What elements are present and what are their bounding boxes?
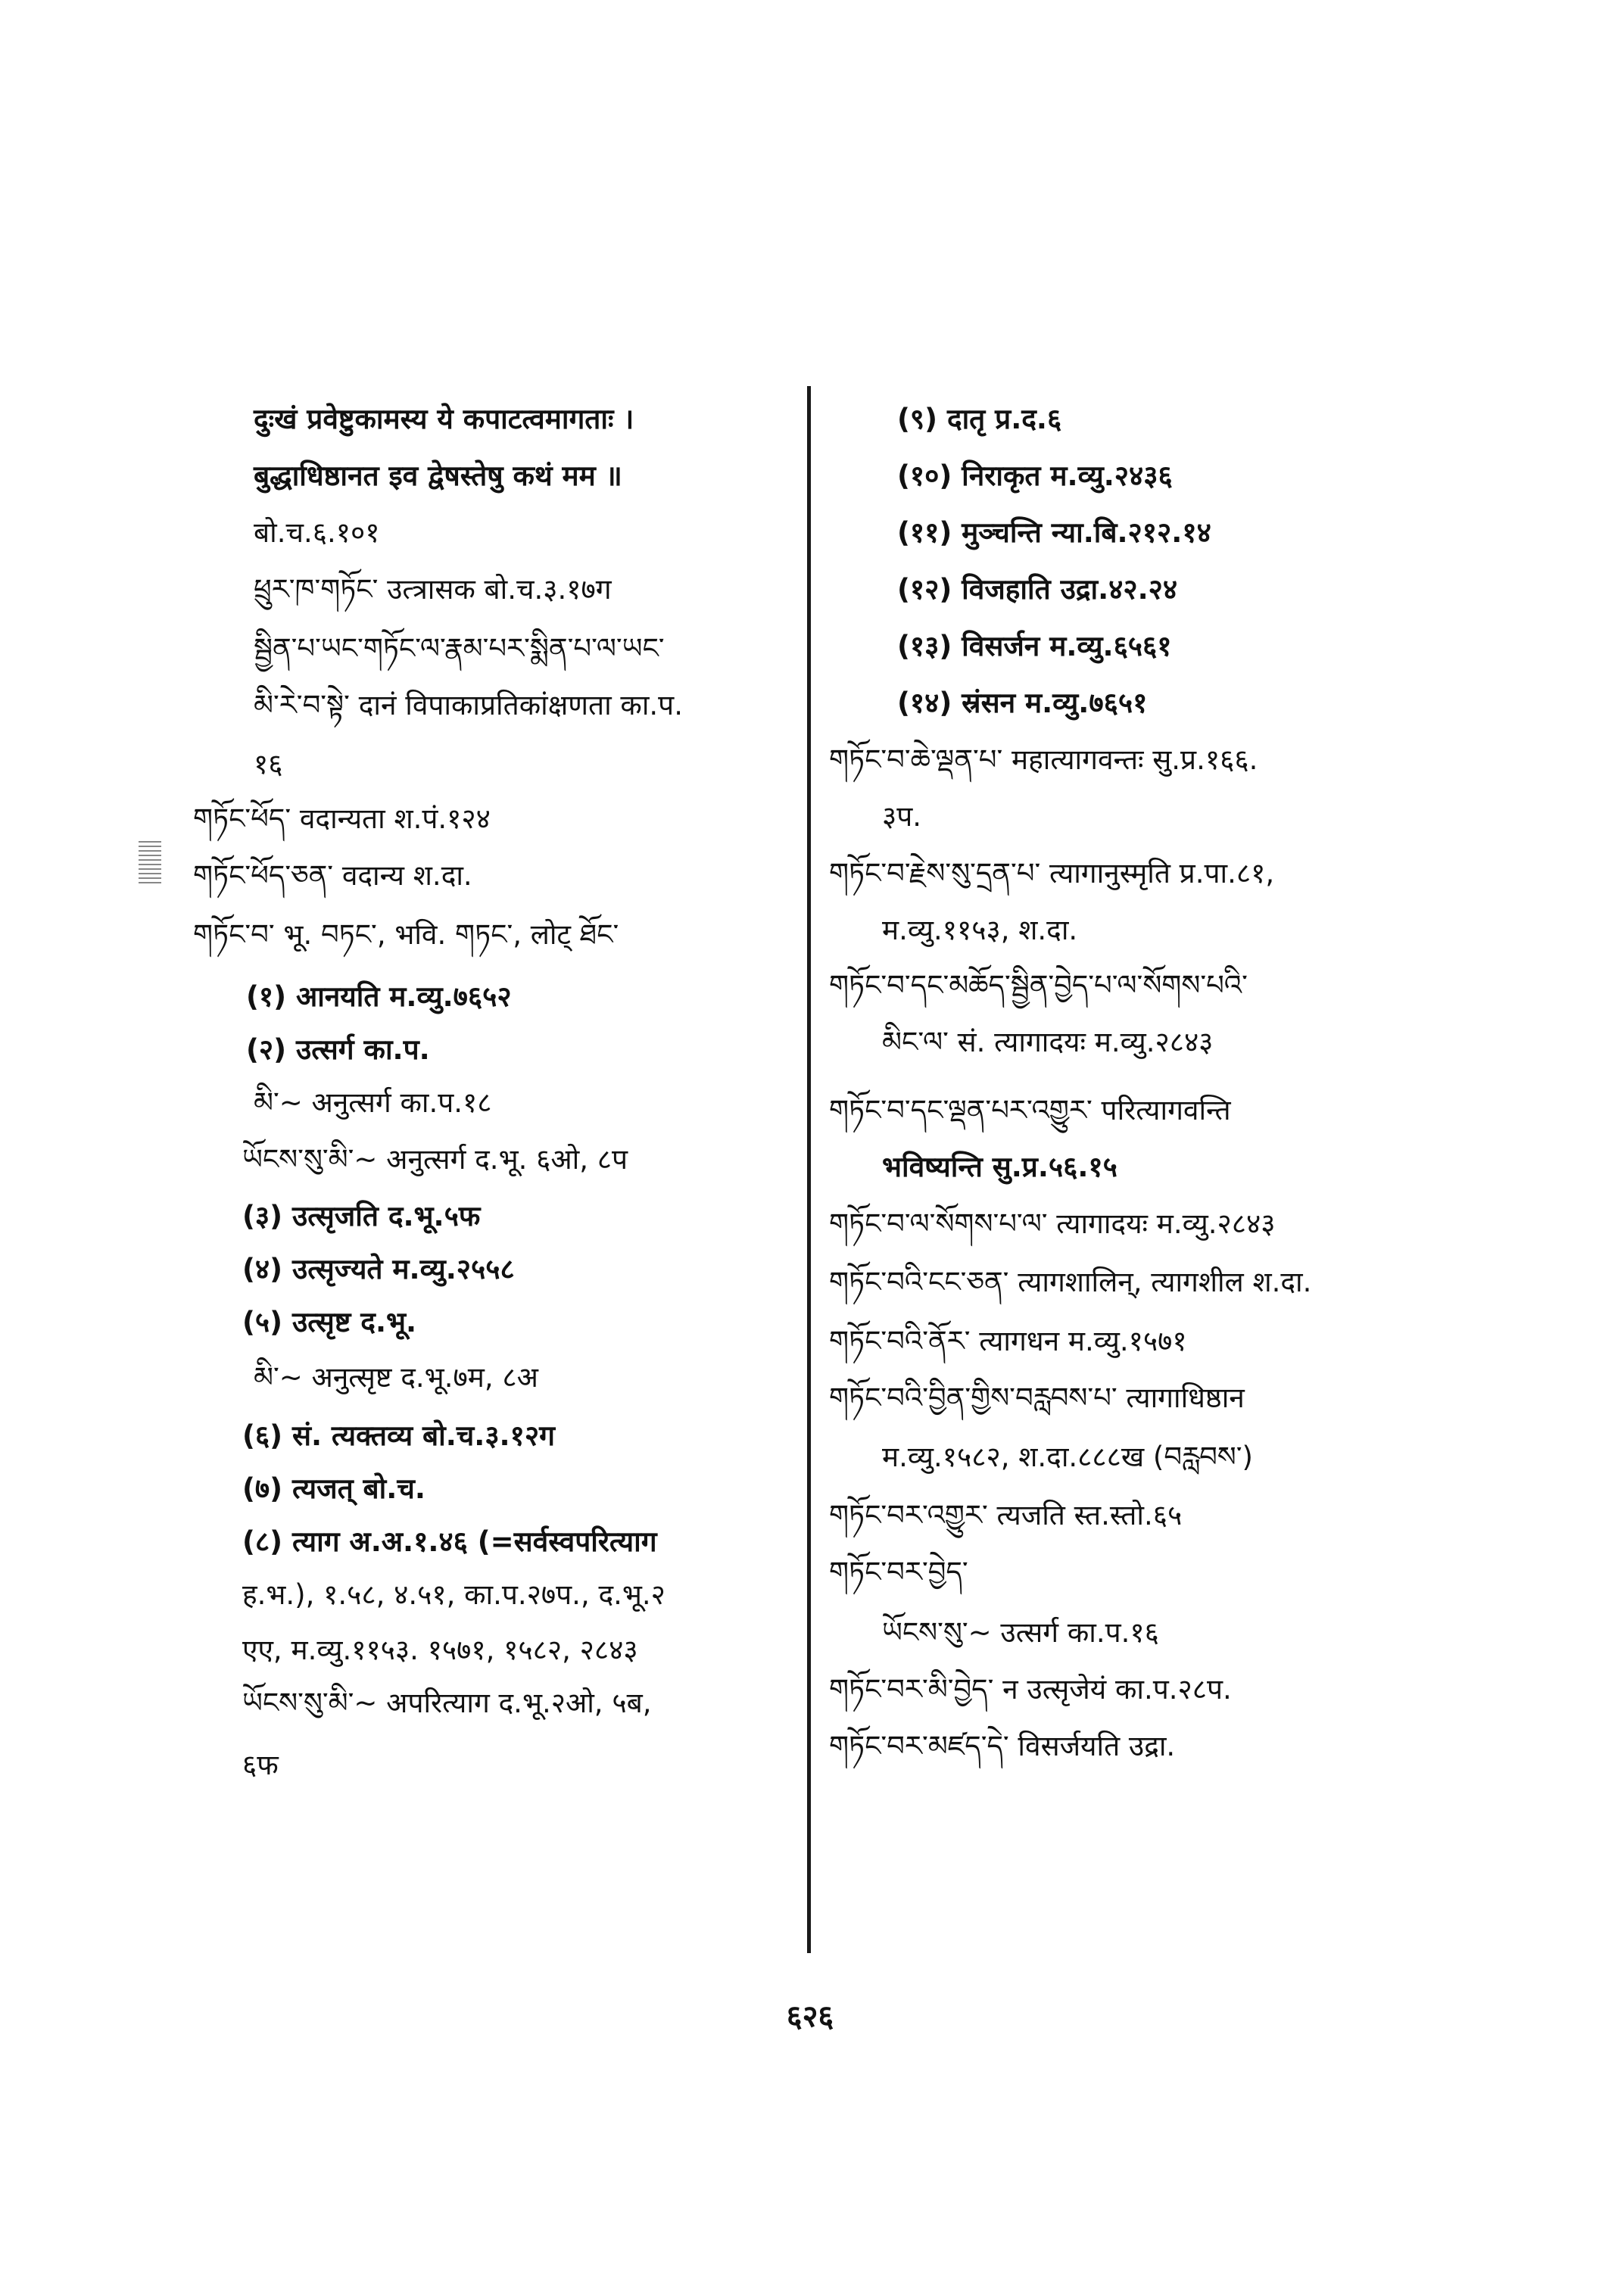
headword-line: གཏོང་བའི་བྱིན་གྱིས་བརླབས་པ་ त्यागाधिष्ठान	[829, 1382, 1245, 1414]
sense-line: (४) उत्सृज्यते म.व्यु.२५५८	[242, 1253, 515, 1285]
sense-line: एए, म.व्यु.११५३. १५७१, १५८२, २८४३	[242, 1634, 638, 1666]
sense-line: (७) त्यजत् बो.च.	[242, 1472, 425, 1505]
sense-line: (२) उत्सर्ग का.प.	[246, 1033, 430, 1066]
entry-line: སྦྱིན་པ་ཡང་གཏོང་ལ་རྣམ་པར་སྨིན་པ་ལ་ཡང་	[254, 632, 665, 665]
entry-line: म.व्यु.११५३, श.दा.	[882, 914, 1078, 946]
entry-line: ཕྲུར་ཁ་གཏོང་ उत्त्रासक बो.च.३.१७ग	[254, 573, 612, 606]
entry-line: १६	[254, 748, 283, 780]
headword-line: གཏོང་ཕོད་ वदान्यता श.पं.१२४	[193, 802, 491, 835]
margin-mark	[139, 841, 161, 886]
sense-line: (६) सं. त्यक्तव्य बो.च.३.१२ग	[242, 1419, 555, 1452]
headword-line: གཏོང་བར་འགྱུར་ त्यजति स्त.स्तो.६५	[829, 1499, 1183, 1531]
headword-line: གཏོང་བ་ལ་སོགས་པ་ལ་ त्यागादयः म.व्यु.२८४३	[829, 1207, 1276, 1240]
headword-line: གཏོང་བ་རྗེས་སུ་དྲན་པ་ त्यागानुस्मृति प्र.पा.८१,	[829, 857, 1275, 889]
column-divider	[807, 386, 811, 1953]
sub-entry-line: ཡོངས་སུ་~ उत्सर्ग का.प.१६	[882, 1616, 1159, 1649]
entry-line: भविष्यन्ति सु.प्र.५६.१५	[882, 1151, 1117, 1183]
sense-line: (१२) विजहाति उद्रा.४२.२४	[897, 573, 1178, 606]
headword-line: གཏོང་བའི་ནོར་ त्यागधन म.व्यु.१५७१	[829, 1325, 1187, 1357]
entry-line: दुःखं प्रवेष्टुकामस्य ये कपाटत्वमागताः ।	[254, 403, 634, 435]
entry-line: ३प.	[882, 800, 922, 833]
sense-line: (९) दातृ प्र.द.६	[897, 403, 1062, 435]
sense-line: (३) उत्सृजति द.भू.५फ	[242, 1200, 481, 1232]
headword-line: གཏོང་བ་ཆེ་ལྡན་པ་ महात्यागवन्तः सु.प्र.१६६.	[829, 743, 1258, 776]
headword-line: གཏོང་བར་མཛད་དེ་ विसर्जयति उद्रा.	[829, 1730, 1176, 1762]
sense-line: ह.भ.), १.५८, ४.५१, का.प.२७प., द.भू.२	[242, 1578, 665, 1611]
sub-entry-line: ཡོངས་སུ་མི་~ अपरित्याग द.भू.२ओ, ५ब,	[242, 1687, 652, 1719]
headword-line: གཏོང་ཕོད་ཅན་ वदान्य श.दा.	[193, 859, 472, 892]
sub-entry-line: མི་~ अनुत्सृष्ट द.भू.७म, ८अ	[254, 1361, 538, 1394]
headword-line: གཏོང་བར་བྱེད་	[829, 1556, 968, 1588]
sense-line: (५) उत्सृष्ट द.भू.	[242, 1306, 417, 1338]
sense-line: (१०) निराकृत म.व्यु.२४३६	[897, 460, 1173, 492]
sense-line: (१) आनयति म.व्यु.७६५२	[246, 980, 512, 1013]
sense-line: (८) त्याग अ.अ.१.४६ (=सर्वस्वपरित्याग	[242, 1525, 657, 1558]
sub-entry-line: མི་~ अनुत्सर्ग का.प.१८	[254, 1086, 492, 1119]
entry-line: མིང་ལ་ सं. त्यागादयः म.व्यु.२८४३	[882, 1026, 1214, 1058]
sense-line: (१४) स्रंसन म.व्यु.७६५१	[897, 687, 1148, 719]
sense-line: ६फ	[242, 1749, 279, 1781]
page-number: ६२६	[786, 1999, 834, 2034]
headword-line: གཏོང་བ་ भू. བཏང་, भवि. གཏང་, लोट् ཐོང་	[193, 918, 619, 951]
headword-line: གཏོང་བ་དང་མཆོད་སྦྱིན་བྱེད་པ་ལ་སོགས་པའི་	[829, 969, 1248, 1002]
headword-line: གཏོང་བའི་ངང་ཅན་ त्यागशालिन्, त्यागशील श.दा.	[829, 1266, 1312, 1298]
headword-line: གཏོང་བར་མི་བྱེད་ न उत्सृजेयं का.प.२८प.	[829, 1673, 1232, 1706]
entry-line: बो.च.६.१०१	[254, 516, 380, 549]
entry-line: बुद्धाधिष्ठानत इव द्वेषस्तेषु कथं मम ॥	[254, 460, 622, 492]
sense-line: (१३) विसर्जन म.व्यु.६५६१	[897, 630, 1172, 662]
entry-line: म.व्यु.१५८२, श.दा.८८८ख (བརླབས་)	[882, 1441, 1253, 1473]
sub-entry-line: ཡོངས་སུ་མི་~ अनुत्सर्ग द.भू. ६ओ, ८प	[242, 1143, 628, 1176]
sense-line: (११) मुञ्चन्ति न्या.बि.२१२.१४	[897, 516, 1211, 549]
entry-line: མི་རེ་བ་སྟེ་ दानं विपाकाप्रतिकांक्षणता का.प.	[254, 689, 683, 721]
headword-line: གཏོང་བ་དང་ལྡན་པར་འགྱུར་ परित्यागवन्ति	[829, 1094, 1231, 1126]
